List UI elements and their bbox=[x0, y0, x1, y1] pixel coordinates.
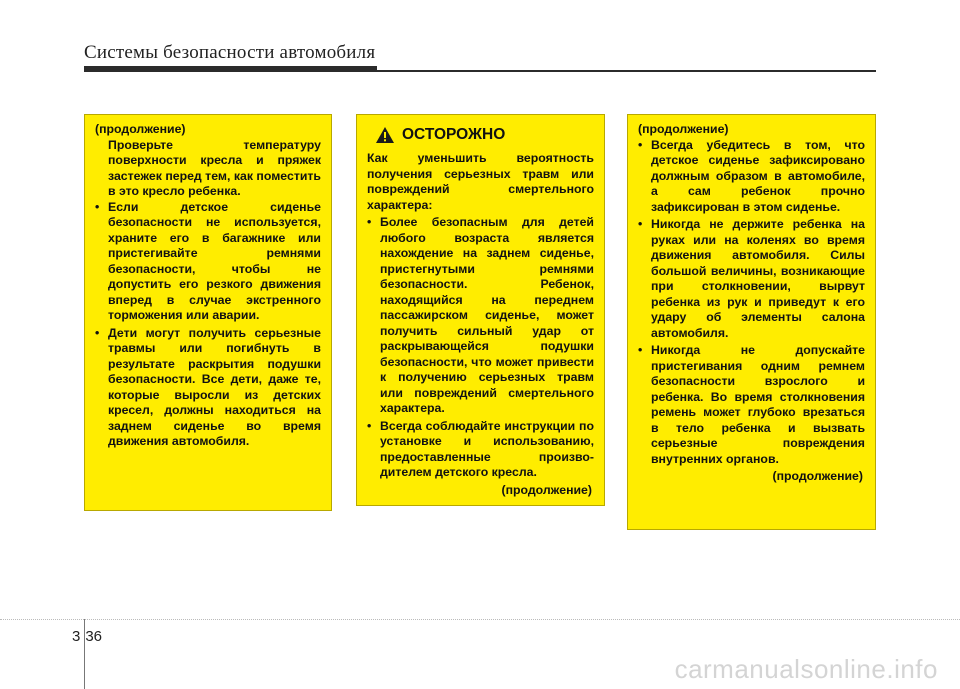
warning-title: ОСТОРОЖНО bbox=[402, 126, 506, 144]
list-item bbox=[638, 217, 865, 341]
bullet-list bbox=[95, 200, 321, 450]
bullet-list bbox=[638, 138, 865, 468]
bullet-glyph: • bbox=[638, 217, 643, 231]
list-item bbox=[638, 138, 865, 216]
page-title: Системы безопасности автомобиля bbox=[84, 42, 376, 63]
page-number bbox=[72, 628, 102, 645]
footer-divider bbox=[0, 619, 960, 620]
list-item-text: Дети могут получить серьезные травмы или погибнуть в результате раскрытия подушки безопасности. Все дети, даже те, которые выросли из детских кресел, должны находиться на заднем сиденье во время движения автомобиля. bbox=[108, 325, 321, 448]
list-item bbox=[367, 215, 594, 417]
bullet-glyph: • bbox=[95, 325, 100, 340]
list-item-text: Никогда не допускайте пристегивания одним ремнем безопасности взрослого и ребенка. Во время столкновения ремень может глубоко врезаться в тело ребенка и вызвать серьезные повреждения внутренних органов. bbox=[651, 343, 865, 466]
header-rule bbox=[84, 70, 876, 72]
watermark-text: carmanualsonline.info bbox=[674, 654, 938, 684]
list-item-text: Если детское сиденье безопасности не используется, храните его в багажнике или пристегивайте ремнями безопасности, чтобы не допустить его резкого движения вперед в случае экстренного торможения или аварии. bbox=[108, 199, 321, 322]
page-index: 36 bbox=[85, 628, 103, 645]
continued-label: (продолжение) bbox=[95, 122, 186, 136]
continued-label: (продолжение) bbox=[772, 469, 863, 483]
bullet-glyph: • bbox=[95, 199, 100, 214]
warning-box bbox=[356, 114, 605, 506]
list-item bbox=[367, 419, 594, 481]
list-item-text: Всегда убедитесь в том, что детское сиденье зафиксировано должным образом в автомобиле, а сам ребенок прочно зафиксирован в этом сиденье. bbox=[651, 137, 865, 214]
intro-paragraph: Как уменьшить вероятность получения серьезных травм или повреждений смертельного характера: bbox=[367, 151, 594, 212]
caution-box-left bbox=[84, 114, 332, 511]
list-item bbox=[638, 343, 865, 467]
caution-box-right bbox=[627, 114, 876, 530]
bullet-glyph: • bbox=[367, 418, 372, 433]
list-item bbox=[95, 326, 321, 450]
list-item-text: Более безопасным для детей любого возраста является нахождение на заднем сиденье, пристегнутыми ремнями безопасности. Ребенок, находящийся на переднем пассажирском сиденье, может получить сильный удар от раскрывающейся подушки безопасности, что может привести к получению серьезных травм или повреждений смертельного характера. bbox=[380, 215, 594, 415]
intro-paragraph: Проверьте температуру поверхности кресла и пряжек застежек перед тем, как поместить в это кресло ребенка. bbox=[108, 137, 321, 198]
warning-heading bbox=[375, 126, 594, 144]
bullet-glyph: • bbox=[638, 137, 643, 152]
continued-label: (продолжение) bbox=[501, 482, 592, 497]
bullet-list bbox=[367, 215, 594, 481]
list-item-text: Всегда соблюдайте инструкции по установке и использованию, предоставленные произво-дителем детского кресла. bbox=[380, 418, 594, 479]
list-item-text: Никогда не держите ребенка на руках или на коленях во время движения автомобиля. Силы большой величины, возникающие при столкновении, вырвут ребенка из рук и приведут к его удару об элементы салона автомобиля. bbox=[651, 217, 865, 340]
bullet-glyph: • bbox=[638, 343, 643, 357]
continued-label: (продолжение) bbox=[638, 122, 729, 136]
warning-triangle-icon bbox=[375, 126, 395, 144]
bullet-glyph: • bbox=[367, 215, 372, 229]
chapter-number: 3 bbox=[72, 628, 81, 645]
list-item bbox=[95, 200, 321, 324]
